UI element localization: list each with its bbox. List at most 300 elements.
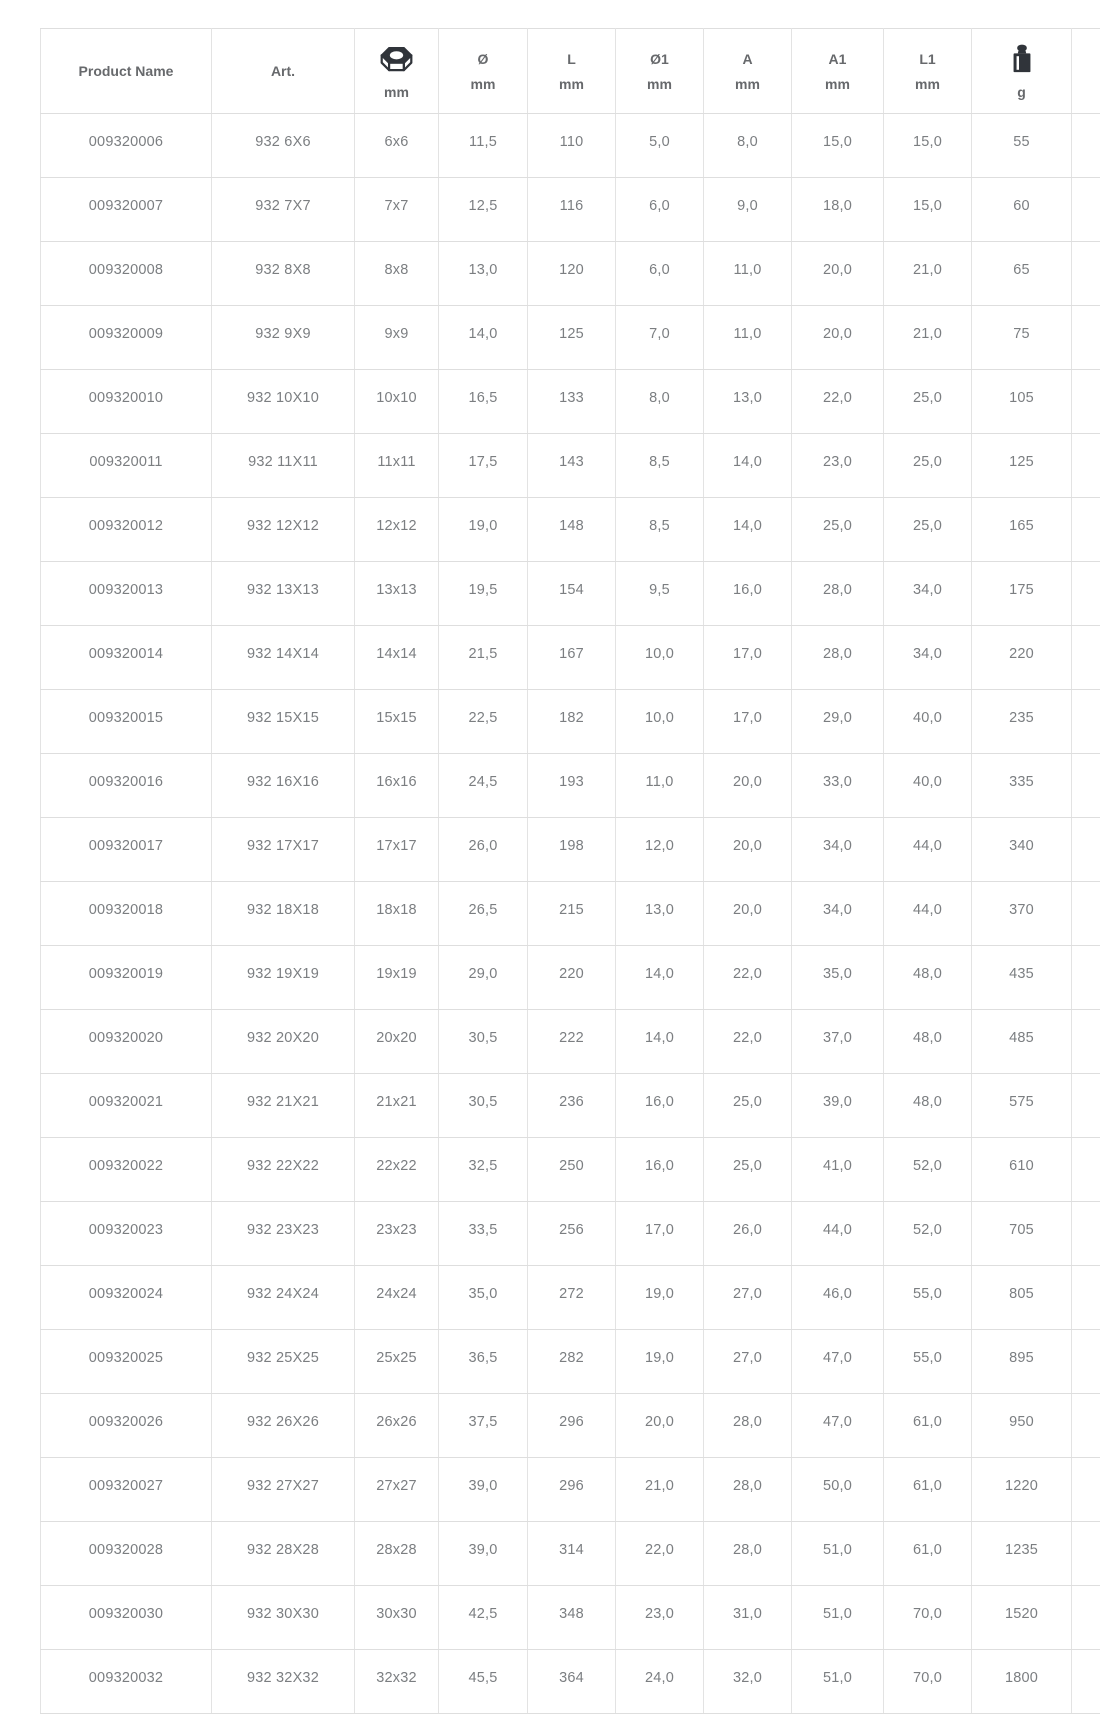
cell-l1: 61,0 bbox=[884, 1394, 972, 1458]
cell-length: 220 bbox=[528, 946, 616, 1010]
cell-diameter1: 17,0 bbox=[616, 1202, 704, 1266]
col-header-a1 bbox=[792, 29, 884, 114]
cell-diameter: 13,0 bbox=[439, 242, 528, 306]
col-header-size bbox=[355, 29, 439, 114]
product-spec-table-container bbox=[40, 28, 1100, 1714]
cell-size: 12x12 bbox=[355, 498, 439, 562]
cell-diameter1: 19,0 bbox=[616, 1330, 704, 1394]
cell-diameter1: 20,0 bbox=[616, 1394, 704, 1458]
cell-weight: 75 bbox=[972, 306, 1072, 370]
cell-product-name: 009320024 bbox=[41, 1266, 212, 1330]
cell-diameter: 21,5 bbox=[439, 626, 528, 690]
cell-diameter1: 8,5 bbox=[616, 434, 704, 498]
cell-art: 932 21X21 bbox=[212, 1074, 355, 1138]
cell-size: 10x10 bbox=[355, 370, 439, 434]
cell-diameter: 32,5 bbox=[439, 1138, 528, 1202]
table-row bbox=[41, 946, 1100, 1010]
cell-product-name: 009320007 bbox=[41, 178, 212, 242]
cell-product-name: 009320032 bbox=[41, 1650, 212, 1714]
cell-art: 932 27X27 bbox=[212, 1458, 355, 1522]
cell-weight: 1800 bbox=[972, 1650, 1072, 1714]
cell-weight: 235 bbox=[972, 690, 1072, 754]
cell-product-name: 009320012 bbox=[41, 498, 212, 562]
table-row bbox=[41, 1330, 1100, 1394]
cell-empty bbox=[1072, 690, 1100, 754]
cell-a: 31,0 bbox=[704, 1586, 792, 1650]
cell-l1: 48,0 bbox=[884, 1074, 972, 1138]
cell-a1: 34,0 bbox=[792, 882, 884, 946]
cell-length: 154 bbox=[528, 562, 616, 626]
cell-diameter: 11,5 bbox=[439, 114, 528, 178]
cell-empty bbox=[1072, 178, 1100, 242]
cell-l1: 44,0 bbox=[884, 882, 972, 946]
cell-empty bbox=[1072, 498, 1100, 562]
cell-product-name: 009320027 bbox=[41, 1458, 212, 1522]
cell-diameter1: 22,0 bbox=[616, 1522, 704, 1586]
cell-l1: 44,0 bbox=[884, 818, 972, 882]
col-header-unit: mm bbox=[735, 77, 760, 91]
table-row bbox=[41, 498, 1100, 562]
cell-a: 22,0 bbox=[704, 1010, 792, 1074]
cell-weight: 435 bbox=[972, 946, 1072, 1010]
col-header-l1 bbox=[884, 29, 972, 114]
cell-size: 32x32 bbox=[355, 1650, 439, 1714]
col-header-symbol: L bbox=[567, 52, 576, 66]
cell-diameter1: 24,0 bbox=[616, 1650, 704, 1714]
cell-diameter1: 11,0 bbox=[616, 754, 704, 818]
cell-art: 932 25X25 bbox=[212, 1330, 355, 1394]
cell-length: 193 bbox=[528, 754, 616, 818]
cell-length: 364 bbox=[528, 1650, 616, 1714]
cell-size: 23x23 bbox=[355, 1202, 439, 1266]
cell-art: 932 10X10 bbox=[212, 370, 355, 434]
table-row bbox=[41, 434, 1100, 498]
cell-art: 932 19X19 bbox=[212, 946, 355, 1010]
col-header-diameter bbox=[439, 29, 528, 114]
cell-l1: 21,0 bbox=[884, 306, 972, 370]
cell-a1: 22,0 bbox=[792, 370, 884, 434]
table-row bbox=[41, 1010, 1100, 1074]
cell-weight: 1235 bbox=[972, 1522, 1072, 1586]
cell-a1: 51,0 bbox=[792, 1650, 884, 1714]
col-header-product-name bbox=[41, 29, 212, 114]
cell-weight: 895 bbox=[972, 1330, 1072, 1394]
cell-diameter1: 16,0 bbox=[616, 1138, 704, 1202]
cell-diameter1: 14,0 bbox=[616, 946, 704, 1010]
cell-length: 198 bbox=[528, 818, 616, 882]
cell-diameter1: 19,0 bbox=[616, 1266, 704, 1330]
cell-empty bbox=[1072, 818, 1100, 882]
cell-diameter: 14,0 bbox=[439, 306, 528, 370]
cell-a1: 51,0 bbox=[792, 1522, 884, 1586]
cell-a: 27,0 bbox=[704, 1330, 792, 1394]
cell-length: 296 bbox=[528, 1458, 616, 1522]
cell-weight: 340 bbox=[972, 818, 1072, 882]
cell-art: 932 32X32 bbox=[212, 1650, 355, 1714]
table-header bbox=[41, 29, 1100, 114]
cell-a: 11,0 bbox=[704, 306, 792, 370]
cell-diameter: 16,5 bbox=[439, 370, 528, 434]
cell-length: 272 bbox=[528, 1266, 616, 1330]
cell-size: 14x14 bbox=[355, 626, 439, 690]
cell-weight: 105 bbox=[972, 370, 1072, 434]
table-body bbox=[41, 114, 1100, 1714]
cell-a1: 20,0 bbox=[792, 306, 884, 370]
cell-a: 28,0 bbox=[704, 1522, 792, 1586]
cell-empty bbox=[1072, 626, 1100, 690]
cell-product-name: 009320009 bbox=[41, 306, 212, 370]
cell-diameter1: 10,0 bbox=[616, 690, 704, 754]
cell-l1: 25,0 bbox=[884, 434, 972, 498]
table-row bbox=[41, 882, 1100, 946]
col-header-art bbox=[212, 29, 355, 114]
cell-product-name: 009320016 bbox=[41, 754, 212, 818]
col-header-unit: mm bbox=[647, 77, 672, 91]
cell-l1: 52,0 bbox=[884, 1202, 972, 1266]
col-header-symbol: Ø1 bbox=[650, 52, 669, 66]
table-row bbox=[41, 1138, 1100, 1202]
col-header-unit: mm bbox=[825, 77, 850, 91]
cell-art: 932 26X26 bbox=[212, 1394, 355, 1458]
cell-l1: 25,0 bbox=[884, 370, 972, 434]
cell-product-name: 009320025 bbox=[41, 1330, 212, 1394]
cell-diameter: 30,5 bbox=[439, 1074, 528, 1138]
cell-diameter1: 16,0 bbox=[616, 1074, 704, 1138]
cell-l1: 34,0 bbox=[884, 562, 972, 626]
table-row bbox=[41, 562, 1100, 626]
table-row bbox=[41, 818, 1100, 882]
cell-size: 25x25 bbox=[355, 1330, 439, 1394]
cell-a1: 44,0 bbox=[792, 1202, 884, 1266]
cell-a: 27,0 bbox=[704, 1266, 792, 1330]
cell-art: 932 15X15 bbox=[212, 690, 355, 754]
cell-l1: 61,0 bbox=[884, 1522, 972, 1586]
cell-weight: 575 bbox=[972, 1074, 1072, 1138]
cell-empty bbox=[1072, 114, 1100, 178]
cell-empty bbox=[1072, 946, 1100, 1010]
cell-a1: 15,0 bbox=[792, 114, 884, 178]
cell-weight: 335 bbox=[972, 754, 1072, 818]
cell-art: 932 16X16 bbox=[212, 754, 355, 818]
cell-size: 11x11 bbox=[355, 434, 439, 498]
cell-a: 9,0 bbox=[704, 178, 792, 242]
col-header-empty bbox=[1072, 29, 1100, 114]
cell-diameter1: 21,0 bbox=[616, 1458, 704, 1522]
cell-art: 932 24X24 bbox=[212, 1266, 355, 1330]
cell-empty bbox=[1072, 1394, 1100, 1458]
col-header-a bbox=[704, 29, 792, 114]
cell-a: 16,0 bbox=[704, 562, 792, 626]
cell-size: 30x30 bbox=[355, 1586, 439, 1650]
cell-diameter: 39,0 bbox=[439, 1522, 528, 1586]
cell-product-name: 009320017 bbox=[41, 818, 212, 882]
cell-empty bbox=[1072, 1330, 1100, 1394]
cell-l1: 15,0 bbox=[884, 178, 972, 242]
col-header-weight bbox=[972, 29, 1072, 114]
cell-product-name: 009320013 bbox=[41, 562, 212, 626]
cell-empty bbox=[1072, 1010, 1100, 1074]
cell-length: 148 bbox=[528, 498, 616, 562]
cell-empty bbox=[1072, 434, 1100, 498]
cell-l1: 21,0 bbox=[884, 242, 972, 306]
cell-diameter: 17,5 bbox=[439, 434, 528, 498]
cell-art: 932 20X20 bbox=[212, 1010, 355, 1074]
cell-length: 215 bbox=[528, 882, 616, 946]
cell-diameter1: 8,5 bbox=[616, 498, 704, 562]
cell-empty bbox=[1072, 1586, 1100, 1650]
cell-diameter: 29,0 bbox=[439, 946, 528, 1010]
cell-length: 182 bbox=[528, 690, 616, 754]
cell-a1: 29,0 bbox=[792, 690, 884, 754]
table-row bbox=[41, 1394, 1100, 1458]
col-header-symbol: L1 bbox=[919, 52, 935, 66]
cell-diameter: 39,0 bbox=[439, 1458, 528, 1522]
cell-size: 13x13 bbox=[355, 562, 439, 626]
cell-a1: 47,0 bbox=[792, 1394, 884, 1458]
cell-diameter: 19,5 bbox=[439, 562, 528, 626]
cell-diameter: 24,5 bbox=[439, 754, 528, 818]
cell-diameter1: 12,0 bbox=[616, 818, 704, 882]
cell-l1: 34,0 bbox=[884, 626, 972, 690]
cell-diameter: 22,5 bbox=[439, 690, 528, 754]
cell-weight: 705 bbox=[972, 1202, 1072, 1266]
cell-weight: 370 bbox=[972, 882, 1072, 946]
cell-a: 20,0 bbox=[704, 754, 792, 818]
cell-product-name: 009320006 bbox=[41, 114, 212, 178]
col-header-unit: mm bbox=[471, 77, 496, 91]
table-row bbox=[41, 306, 1100, 370]
cell-l1: 70,0 bbox=[884, 1586, 972, 1650]
cell-art: 932 8X8 bbox=[212, 242, 355, 306]
cell-a: 26,0 bbox=[704, 1202, 792, 1266]
cell-length: 250 bbox=[528, 1138, 616, 1202]
table-row bbox=[41, 1266, 1100, 1330]
cell-art: 932 7X7 bbox=[212, 178, 355, 242]
cell-empty bbox=[1072, 1202, 1100, 1266]
cell-a1: 47,0 bbox=[792, 1330, 884, 1394]
cell-empty bbox=[1072, 754, 1100, 818]
cell-size: 19x19 bbox=[355, 946, 439, 1010]
cell-a1: 23,0 bbox=[792, 434, 884, 498]
cell-product-name: 009320015 bbox=[41, 690, 212, 754]
cell-a: 32,0 bbox=[704, 1650, 792, 1714]
table-row bbox=[41, 690, 1100, 754]
cell-a1: 33,0 bbox=[792, 754, 884, 818]
cell-a: 14,0 bbox=[704, 498, 792, 562]
cell-size: 17x17 bbox=[355, 818, 439, 882]
cell-art: 932 13X13 bbox=[212, 562, 355, 626]
cell-a: 20,0 bbox=[704, 882, 792, 946]
cell-length: 256 bbox=[528, 1202, 616, 1266]
cell-size: 8x8 bbox=[355, 242, 439, 306]
cell-a1: 37,0 bbox=[792, 1010, 884, 1074]
cell-weight: 610 bbox=[972, 1138, 1072, 1202]
cell-product-name: 009320030 bbox=[41, 1586, 212, 1650]
cell-length: 296 bbox=[528, 1394, 616, 1458]
cell-product-name: 009320019 bbox=[41, 946, 212, 1010]
hex-nut-icon bbox=[378, 44, 415, 74]
cell-product-name: 009320028 bbox=[41, 1522, 212, 1586]
cell-diameter1: 8,0 bbox=[616, 370, 704, 434]
cell-diameter1: 7,0 bbox=[616, 306, 704, 370]
cell-empty bbox=[1072, 1266, 1100, 1330]
cell-a1: 18,0 bbox=[792, 178, 884, 242]
cell-length: 125 bbox=[528, 306, 616, 370]
cell-length: 314 bbox=[528, 1522, 616, 1586]
cell-art: 932 9X9 bbox=[212, 306, 355, 370]
cell-empty bbox=[1072, 370, 1100, 434]
cell-empty bbox=[1072, 306, 1100, 370]
col-header-unit: mm bbox=[915, 77, 940, 91]
cell-art: 932 14X14 bbox=[212, 626, 355, 690]
cell-size: 22x22 bbox=[355, 1138, 439, 1202]
cell-empty bbox=[1072, 882, 1100, 946]
cell-diameter1: 9,5 bbox=[616, 562, 704, 626]
col-header-symbol: A1 bbox=[829, 52, 847, 66]
table-row bbox=[41, 114, 1100, 178]
table-row bbox=[41, 1586, 1100, 1650]
cell-a1: 41,0 bbox=[792, 1138, 884, 1202]
cell-diameter1: 6,0 bbox=[616, 242, 704, 306]
cell-a1: 25,0 bbox=[792, 498, 884, 562]
cell-diameter: 37,5 bbox=[439, 1394, 528, 1458]
product-spec-table bbox=[40, 28, 1100, 1714]
cell-weight: 485 bbox=[972, 1010, 1072, 1074]
cell-diameter1: 5,0 bbox=[616, 114, 704, 178]
cell-a: 25,0 bbox=[704, 1074, 792, 1138]
cell-l1: 55,0 bbox=[884, 1266, 972, 1330]
cell-length: 236 bbox=[528, 1074, 616, 1138]
cell-size: 21x21 bbox=[355, 1074, 439, 1138]
cell-diameter: 30,5 bbox=[439, 1010, 528, 1074]
cell-size: 26x26 bbox=[355, 1394, 439, 1458]
cell-length: 120 bbox=[528, 242, 616, 306]
cell-a1: 39,0 bbox=[792, 1074, 884, 1138]
cell-empty bbox=[1072, 1074, 1100, 1138]
cell-art: 932 6X6 bbox=[212, 114, 355, 178]
cell-size: 24x24 bbox=[355, 1266, 439, 1330]
cell-size: 16x16 bbox=[355, 754, 439, 818]
col-header-label: Product Name bbox=[79, 63, 174, 79]
header-row bbox=[41, 29, 1100, 114]
cell-weight: 1220 bbox=[972, 1458, 1072, 1522]
cell-weight: 1520 bbox=[972, 1586, 1072, 1650]
cell-product-name: 009320020 bbox=[41, 1010, 212, 1074]
col-header-unit: mm bbox=[559, 77, 584, 91]
table-row bbox=[41, 1074, 1100, 1138]
cell-l1: 52,0 bbox=[884, 1138, 972, 1202]
cell-diameter1: 6,0 bbox=[616, 178, 704, 242]
cell-product-name: 009320011 bbox=[41, 434, 212, 498]
table-row bbox=[41, 754, 1100, 818]
table-row bbox=[41, 242, 1100, 306]
cell-a: 13,0 bbox=[704, 370, 792, 434]
cell-a: 8,0 bbox=[704, 114, 792, 178]
cell-l1: 15,0 bbox=[884, 114, 972, 178]
cell-product-name: 009320021 bbox=[41, 1074, 212, 1138]
cell-a: 22,0 bbox=[704, 946, 792, 1010]
cell-size: 15x15 bbox=[355, 690, 439, 754]
cell-empty bbox=[1072, 1522, 1100, 1586]
cell-a1: 34,0 bbox=[792, 818, 884, 882]
cell-diameter: 26,0 bbox=[439, 818, 528, 882]
table-row bbox=[41, 626, 1100, 690]
cell-empty bbox=[1072, 242, 1100, 306]
cell-a1: 28,0 bbox=[792, 562, 884, 626]
cell-weight: 65 bbox=[972, 242, 1072, 306]
cell-length: 110 bbox=[528, 114, 616, 178]
col-header-length bbox=[528, 29, 616, 114]
cell-a1: 50,0 bbox=[792, 1458, 884, 1522]
table-row bbox=[41, 1522, 1100, 1586]
col-header-symbol: A bbox=[742, 52, 752, 66]
cell-weight: 220 bbox=[972, 626, 1072, 690]
cell-length: 348 bbox=[528, 1586, 616, 1650]
cell-empty bbox=[1072, 1650, 1100, 1714]
cell-diameter: 12,5 bbox=[439, 178, 528, 242]
cell-size: 20x20 bbox=[355, 1010, 439, 1074]
cell-empty bbox=[1072, 562, 1100, 626]
cell-length: 116 bbox=[528, 178, 616, 242]
cell-art: 932 30X30 bbox=[212, 1586, 355, 1650]
cell-art: 932 23X23 bbox=[212, 1202, 355, 1266]
cell-a: 28,0 bbox=[704, 1394, 792, 1458]
cell-product-name: 009320022 bbox=[41, 1138, 212, 1202]
cell-product-name: 009320014 bbox=[41, 626, 212, 690]
cell-size: 27x27 bbox=[355, 1458, 439, 1522]
cell-a1: 28,0 bbox=[792, 626, 884, 690]
cell-weight: 125 bbox=[972, 434, 1072, 498]
cell-diameter: 45,5 bbox=[439, 1650, 528, 1714]
cell-product-name: 009320010 bbox=[41, 370, 212, 434]
cell-size: 7x7 bbox=[355, 178, 439, 242]
cell-l1: 40,0 bbox=[884, 690, 972, 754]
cell-l1: 48,0 bbox=[884, 946, 972, 1010]
cell-a: 28,0 bbox=[704, 1458, 792, 1522]
cell-art: 932 12X12 bbox=[212, 498, 355, 562]
table-row bbox=[41, 1650, 1100, 1714]
cell-size: 18x18 bbox=[355, 882, 439, 946]
cell-l1: 61,0 bbox=[884, 1458, 972, 1522]
cell-art: 932 18X18 bbox=[212, 882, 355, 946]
cell-a: 17,0 bbox=[704, 626, 792, 690]
cell-length: 282 bbox=[528, 1330, 616, 1394]
cell-length: 222 bbox=[528, 1010, 616, 1074]
cell-diameter1: 13,0 bbox=[616, 882, 704, 946]
cell-length: 143 bbox=[528, 434, 616, 498]
cell-empty bbox=[1072, 1458, 1100, 1522]
col-header-diameter1 bbox=[616, 29, 704, 114]
cell-diameter: 35,0 bbox=[439, 1266, 528, 1330]
cell-diameter: 26,5 bbox=[439, 882, 528, 946]
cell-product-name: 009320018 bbox=[41, 882, 212, 946]
cell-weight: 950 bbox=[972, 1394, 1072, 1458]
cell-art: 932 11X11 bbox=[212, 434, 355, 498]
cell-size: 6x6 bbox=[355, 114, 439, 178]
col-header-symbol: Ø bbox=[478, 52, 489, 66]
table-row bbox=[41, 1202, 1100, 1266]
cell-product-name: 009320026 bbox=[41, 1394, 212, 1458]
cell-product-name: 009320023 bbox=[41, 1202, 212, 1266]
cell-diameter1: 23,0 bbox=[616, 1586, 704, 1650]
cell-a: 14,0 bbox=[704, 434, 792, 498]
cell-l1: 70,0 bbox=[884, 1650, 972, 1714]
cell-weight: 175 bbox=[972, 562, 1072, 626]
cell-size: 9x9 bbox=[355, 306, 439, 370]
cell-a: 17,0 bbox=[704, 690, 792, 754]
cell-length: 133 bbox=[528, 370, 616, 434]
cell-diameter: 19,0 bbox=[439, 498, 528, 562]
